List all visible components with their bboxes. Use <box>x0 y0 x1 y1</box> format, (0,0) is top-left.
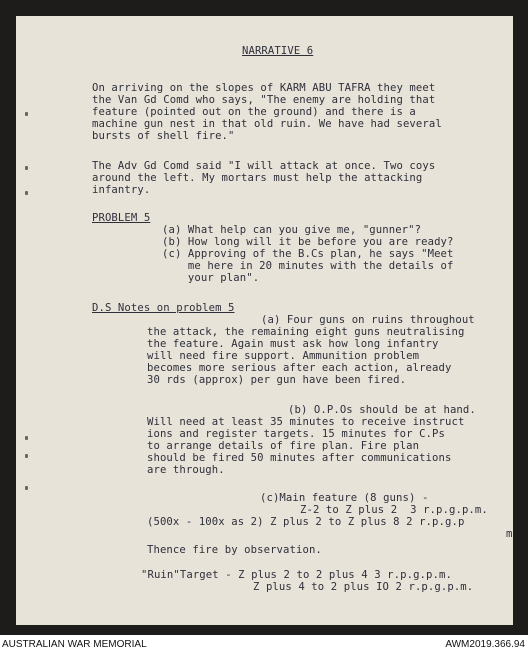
punch-hole-mark <box>25 436 28 440</box>
punch-hole-mark <box>25 166 28 170</box>
archive-footer <box>0 636 528 653</box>
observation-line: Thence fire by observation. <box>147 544 322 556</box>
intro-line: feature (pointed out on the ground) and there is a <box>92 106 416 118</box>
intro-line: machine gun nest in that old ruin. We have had several <box>92 118 442 130</box>
note-b-line: to arrange details of fire plan. Fire plan <box>147 440 420 452</box>
note-c-line: Z-2 to Z plus 2 3 r.p.g.p.m. <box>300 504 488 516</box>
note-a-line: the attack, the remaining eight guns neutralising <box>147 326 465 338</box>
problem-item: (b) How long will it be before you are ready? <box>162 236 454 248</box>
note-a-line: will need fire support. Ammunition problem <box>147 350 420 362</box>
intro-line: bursts of shell fire." <box>92 130 235 142</box>
note-c-line: (500x - 100x as 2) Z plus 2 to Z plus 8 2 r.p.g.p <box>147 516 465 528</box>
institution-label: AUSTRALIAN WAR MEMORIAL <box>2 639 147 650</box>
accession-number: AWM2019.366.94 <box>445 639 525 650</box>
ruin-target-line: "Ruin"Target - Z plus 2 to 2 plus 4 3 r.p.g.p.m. <box>141 569 452 581</box>
punch-hole-mark <box>25 454 28 458</box>
intro-line: the Van Gd Comd who says, "The enemy are holding that <box>92 94 436 106</box>
note-a-line: the feature. Again must ask how long infantry <box>147 338 439 350</box>
note-a-line: 30 rds (approx) per gun have been fired. <box>147 374 407 386</box>
ruin-target-line: Z plus 4 to 2 plus IO 2 r.p.g.p.m. <box>253 581 474 593</box>
note-b-line: ions and register targets. 15 minutes for C.Ps <box>147 428 445 440</box>
note-c-line: (c)Main feature (8 guns) - <box>260 492 429 504</box>
note-b-line: Will need at least 35 minutes to receive instruct <box>147 416 465 428</box>
note-b-line: should be fired 50 minutes after communications <box>147 452 452 464</box>
note-c-line: m <box>506 528 513 540</box>
adv-line: The Adv Gd Comd said "I will attack at once. Two coys <box>92 160 436 172</box>
problem-item: me here in 20 minutes with the details of <box>162 260 454 272</box>
punch-hole-mark <box>25 191 28 195</box>
intro-line: On arriving on the slopes of KARM ABU TAFRA they meet <box>92 82 436 94</box>
note-a-line: (a) Four guns on ruins throughout <box>261 314 475 326</box>
note-a-line: becomes more serious after each action, already <box>147 362 452 374</box>
document-page <box>16 16 513 625</box>
adv-line: around the left. My mortars must help the attacking <box>92 172 423 184</box>
problem-heading: PROBLEM 5 <box>92 212 151 224</box>
adv-line: infantry. <box>92 184 151 196</box>
notes-heading: D.S Notes on problem 5 <box>92 302 235 314</box>
note-b-line: (b) O.P.Os should be at hand. <box>288 404 476 416</box>
problem-item: (c) Approving of the B.Cs plan, he says "Meet <box>162 248 454 260</box>
problem-item: your plan". <box>162 272 260 284</box>
punch-hole-mark <box>25 486 28 490</box>
punch-hole-mark <box>25 112 28 116</box>
document-title: NARRATIVE 6 <box>242 45 314 57</box>
problem-item: (a) What help can you give me, "gunner"? <box>162 224 422 236</box>
note-b-line: are through. <box>147 464 225 476</box>
